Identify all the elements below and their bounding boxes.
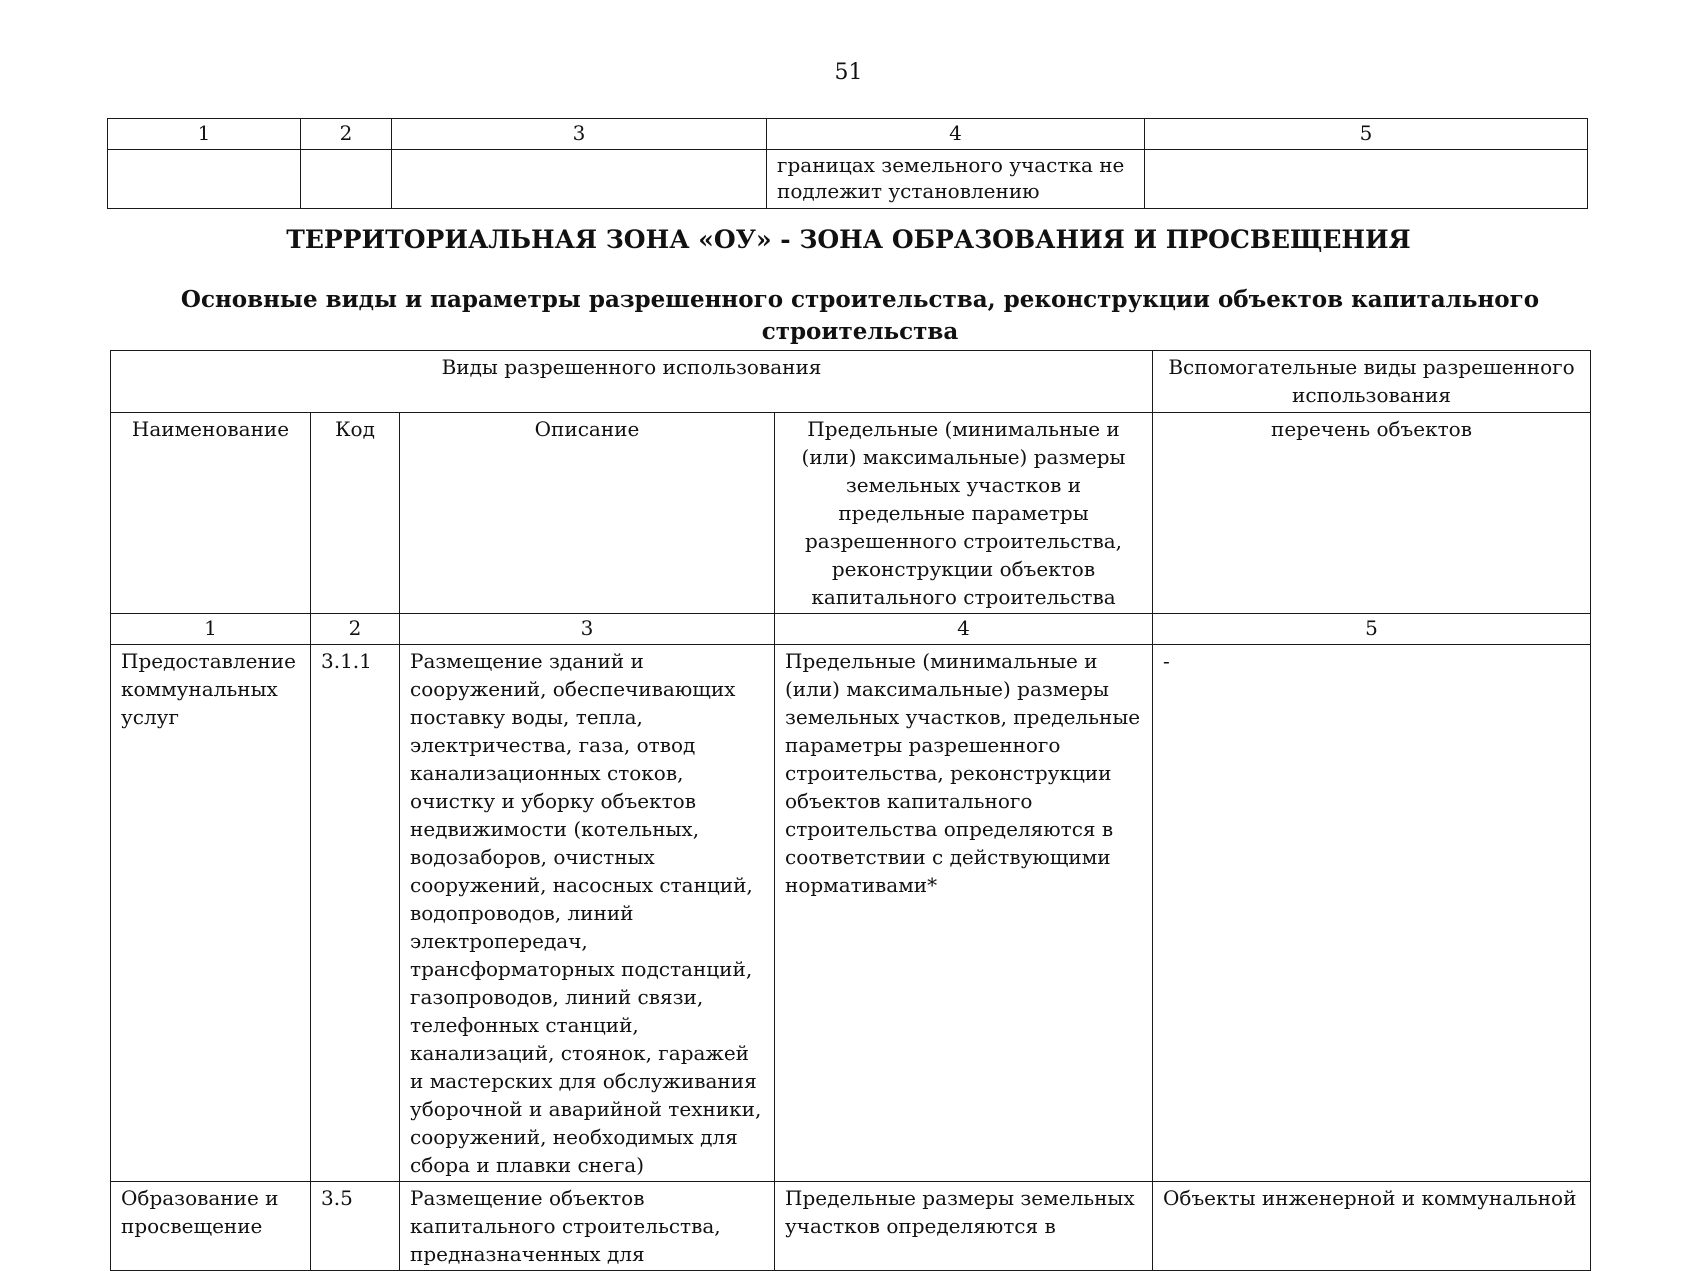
column-number: 1 (108, 119, 301, 150)
table-cell (108, 150, 301, 209)
table-header-row (111, 413, 1591, 614)
table-cell (301, 150, 392, 209)
aux-header: Вспомогательные виды разрешенного использования (1153, 351, 1591, 413)
column-header-objects: перечень объектов (1153, 413, 1591, 614)
table-row (108, 119, 1588, 150)
table-cell: границах земельного участка не подлежит установлению (767, 150, 1145, 209)
zone-title: ТЕРРИТОРИАЛЬНАЯ ЗОНА «ОУ» - ЗОНА ОБРАЗОВАНИЯ И ПРОСВЕЩЕНИЯ (286, 225, 1411, 254)
column-number: 2 (301, 119, 392, 150)
column-number: 5 (1153, 614, 1591, 645)
column-number: 4 (767, 119, 1145, 150)
column-number: 3 (392, 119, 767, 150)
table-row (111, 1182, 1591, 1271)
table-row (108, 150, 1588, 209)
column-number: 4 (775, 614, 1153, 645)
continuation-table (107, 118, 1588, 209)
table-header-group (111, 351, 1591, 413)
column-number: 5 (1145, 119, 1588, 150)
group-header: Виды разрешенного использования (111, 351, 1153, 413)
column-header-description: Описание (400, 413, 775, 614)
column-header-params: Предельные (минимальные и (или) максимальные) размеры земельных участков и предельные параметры разрешенного строительства, реконструкции объектов капитального строительства (775, 413, 1153, 614)
use-params: Предельные (минимальные и (или) максимальные) размеры земельных участков, предельные параметры разрешенного строительства, реконструкции объектов капитального строительства определяются в соответствии с действующими нормативами* (775, 645, 1153, 1182)
section-subtitle: Основные виды и параметры разрешенного строительства, реконструкции объектов капитального строительства (180, 286, 1540, 345)
column-number: 1 (111, 614, 311, 645)
use-description: Размещение зданий и сооружений, обеспечивающих поставку воды, тепла, электричества, газа, отвод канализационных стоков, очистку и уборку объектов недвижимости (котельных, водозаборов, очистных сооружений, насосных станций, водопроводов, линий электропередач, трансформаторных подстанций, газопроводов, линий связи, телефонных станций, канализаций, стоянок, гаражей и мастерских для обслуживания уборочной и аварийной техники, сооружений, необходимых для сбора и плавки снега) (400, 645, 775, 1182)
use-aux-objects: Объекты инженерной и коммунальной (1153, 1182, 1591, 1271)
use-name: Образование и просвещение (111, 1182, 311, 1271)
table-cell (1145, 150, 1588, 209)
column-header-code: Код (311, 413, 400, 614)
table-cell (392, 150, 767, 209)
use-code: 3.1.1 (311, 645, 400, 1182)
column-number: 2 (311, 614, 400, 645)
use-code: 3.5 (311, 1182, 400, 1271)
use-description: Размещение объектов капитального строительства, предназначенных для (400, 1182, 775, 1271)
page-number: 51 (834, 60, 863, 85)
use-params: Предельные размеры земельных участков определяются в (775, 1182, 1153, 1271)
column-header-name: Наименование (111, 413, 311, 614)
column-number-row (111, 614, 1591, 645)
table-row (111, 645, 1591, 1182)
use-aux-objects: - (1153, 645, 1591, 1182)
land-use-table (110, 350, 1591, 1271)
column-number: 3 (400, 614, 775, 645)
use-name: Предоставление коммунальных услуг (111, 645, 311, 1182)
